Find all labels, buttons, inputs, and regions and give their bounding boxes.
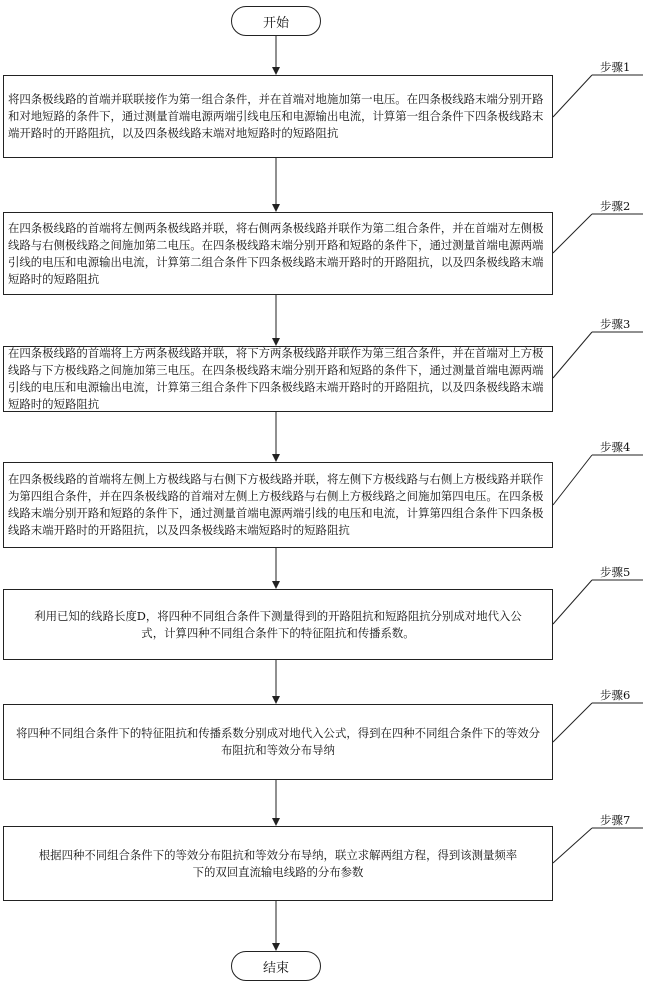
- step-leader-line: [553, 580, 592, 624]
- step-leader-line: [553, 455, 592, 505]
- step-1-box: [3, 75, 553, 158]
- step-3-box: [3, 346, 553, 412]
- step-3-label: 步骤3: [600, 317, 631, 331]
- step-7-label: 步骤7: [600, 813, 631, 827]
- step-6-box: [3, 704, 553, 780]
- step-2-text: 在四条极线路的首端将左侧两条极线路并联，将右侧两条极线路并联作为第二组合条件，并在首端对左侧极线路与右侧极线路之间施加第二电压。在四条极线路末端分别开路和短路的条件下，通过测量首端电源两端引线的电压和电源输出电流，计算第二组合条件下四条极线路末端开路时的开路阻抗，以及四条极线路末端短路时的短路阻抗: [8, 220, 544, 286]
- step-7-box: [3, 826, 553, 901]
- step-5-text: 利用已知的线路长度D，将四种不同组合条件下测量得到的开路阻抗和短路阻抗分别成对地代入公式，计算四种不同组合条件下的特征阻抗和传播系数。: [34, 608, 522, 640]
- step-4-text: 在四条极线路的首端将左侧上方极线路与右侧下方极线路并联，将左侧下方极线路与右侧上方极线路并联作为第四组合条件，并在四条极线路的首端对左侧上方极线路与右侧上方极线路之间施加第四电压。在四条极线路末端分别开路和短路的条件下，通过测量首端电源两端引线的电压和电流，计算第四组合条件下四条极线路末端开路时的开路阻抗，以及四条极线路末端短路时的短路阻抗: [8, 472, 544, 537]
- step-1-label: 步骤1: [600, 60, 631, 74]
- end-label: 结束: [262, 960, 289, 976]
- step-2-label: 步骤2: [600, 199, 631, 213]
- step-5-box: [3, 589, 553, 660]
- step-6-label: 步骤6: [600, 688, 631, 702]
- start-terminal: [231, 6, 321, 36]
- step-leader-line: [553, 332, 592, 378]
- step-leader-line: [553, 703, 592, 742]
- end-terminal: [231, 951, 321, 981]
- step-leader-line: [553, 75, 592, 117]
- step-4-box: [3, 462, 553, 548]
- step-6-text: 将四种不同组合条件下的特征阻抗和传播系数分别成对地代入公式，得到在四种不同组合条件下的等效分布阻抗和等效分布导纳: [16, 726, 540, 757]
- step-3-text: 在四条极线路的首端将上方两条极线路并联，将下方两条极线路并联作为第三组合条件，并在首端对上方极线路与下方极线路之间施加第三电压。在四条极线路末端分别开路和短路的条件下，通过测量首端电源两端引线的电压和电源输出电流，计算第三组合条件下四条极线路末端开路时的开路阻抗，以及四条极线路末端短路时的短路阻抗: [8, 346, 544, 411]
- step-leader-line: [553, 214, 592, 253]
- step-4-label: 步骤4: [600, 440, 631, 454]
- step-5-label: 步骤5: [600, 565, 631, 579]
- step-2-box: [3, 212, 553, 295]
- step-1-text: 将四条极线路的首端并联联接作为第一组合条件，并在首端对地施加第一电压。在四条极线路末端分别开路和对地短路的条件下，通过测量首端电源两端引线电压和电源输出电流，计算第一组合条件下四条极线路末端开路时的开路阻抗，以及四条极线路末端对地短路时的短路阻抗: [8, 92, 544, 140]
- step-leader-line: [553, 828, 592, 863]
- start-label: 开始: [262, 15, 289, 31]
- step-7-text: 根据四种不同组合条件下的等效分布阻抗和等效分布导纳，联立求解两组方程，得到该测量频率下的双回直流输电线路的分布参数: [38, 847, 518, 879]
